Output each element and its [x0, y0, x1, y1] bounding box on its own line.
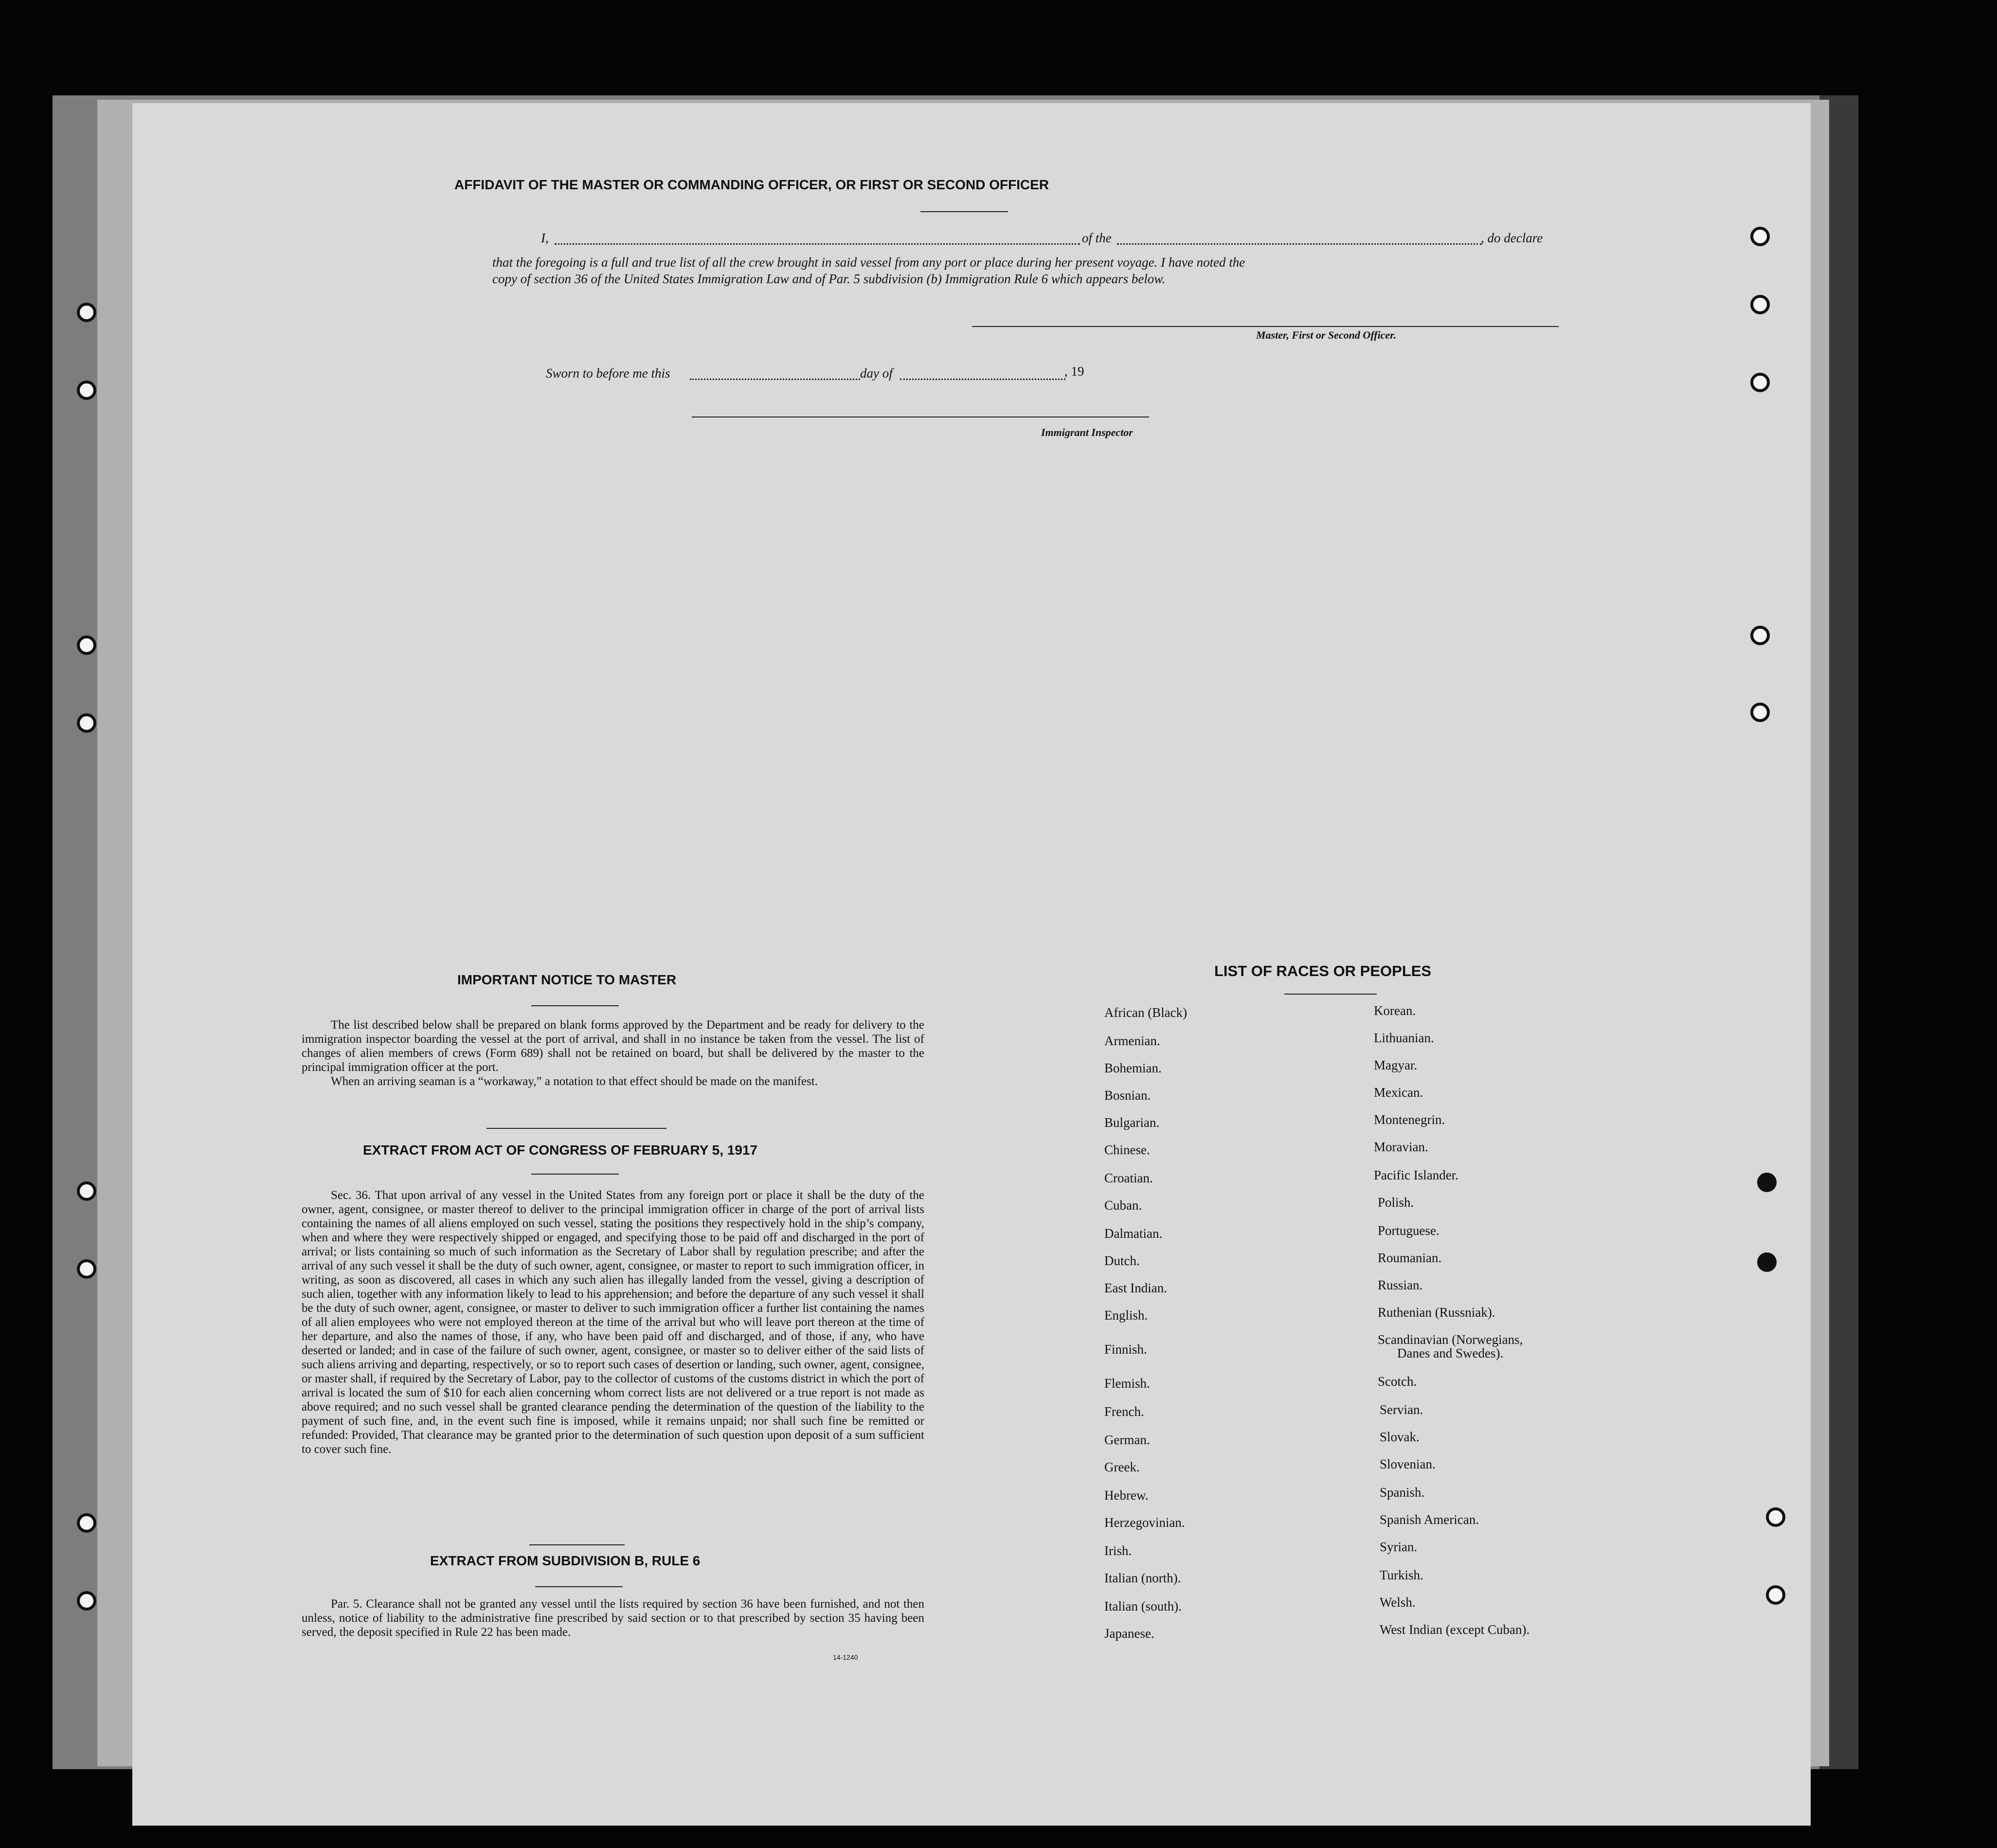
- race-item: Russian.: [1378, 1278, 1423, 1292]
- affidavit-title: AFFIDAVIT OF THE MASTER OR COMMANDING OFFICER, OR FIRST OR SECOND OFFICER: [454, 177, 1049, 192]
- race-item: Montenegrin.: [1374, 1112, 1445, 1127]
- race-item: East Indian.: [1104, 1281, 1167, 1295]
- vessel-prefix: of the: [1082, 231, 1112, 245]
- race-item: Turkish.: [1380, 1568, 1423, 1582]
- notice-title-rule: [531, 1005, 619, 1006]
- notice-text: [302, 1018, 924, 1088]
- binder-hole: [1750, 373, 1770, 392]
- extract-act-title: EXTRACT FROM ACT OF CONGRESS OF FEBRUARY 5, 1917: [363, 1142, 758, 1158]
- race-item: Ruthenian (Russniak).: [1378, 1305, 1495, 1320]
- race-item: Slovak.: [1380, 1430, 1420, 1444]
- binder-hole: [77, 1259, 96, 1279]
- sworn-prefix: Sworn to before me this: [546, 366, 670, 380]
- sworn-month-field[interactable]: [900, 379, 1065, 380]
- race-item: German.: [1104, 1432, 1150, 1447]
- form-number: 14-1240: [833, 1653, 858, 1661]
- race-item: Magyar.: [1374, 1058, 1418, 1072]
- race-item: Hebrew.: [1104, 1488, 1149, 1503]
- extract-rule-title: EXTRACT FROM SUBDIVISION B, RULE 6: [430, 1553, 701, 1568]
- race-item: Pacific Islander.: [1374, 1168, 1458, 1182]
- extract-act-text-block: [302, 1188, 924, 1456]
- races-title: LIST OF RACES OR PEOPLES: [1214, 962, 1432, 979]
- binder-hole: [1750, 626, 1770, 645]
- sworn-day-label: day of: [860, 366, 893, 380]
- race-item: Dalmatian.: [1104, 1226, 1163, 1241]
- race-item: Dutch.: [1104, 1253, 1140, 1268]
- sworn-day-field[interactable]: [690, 379, 860, 380]
- binder-hole: [1766, 1585, 1785, 1605]
- race-item: Herzegovinian.: [1104, 1515, 1185, 1530]
- race-item: Spanish.: [1380, 1485, 1425, 1500]
- binder-hole: [1757, 1173, 1777, 1192]
- section-divider-2: [529, 1544, 625, 1545]
- sworn-year-label: , 19: [1064, 364, 1084, 379]
- declare-suffix: , do declare: [1481, 231, 1543, 245]
- master-signature-line[interactable]: [972, 326, 1559, 327]
- binder-hole: [77, 303, 96, 322]
- race-item: Korean.: [1374, 1003, 1416, 1018]
- race-item: Spanish American.: [1380, 1512, 1479, 1527]
- race-item: Bulgarian.: [1104, 1115, 1160, 1130]
- race-item: Welsh.: [1380, 1595, 1416, 1610]
- binder-hole: [1750, 703, 1770, 722]
- declarant-name-field[interactable]: [555, 243, 1080, 245]
- affidavit-title-rule: [920, 211, 1008, 212]
- race-item: Italian (south).: [1104, 1599, 1182, 1613]
- race-item: Polish.: [1378, 1195, 1414, 1210]
- document-page: [132, 103, 1811, 1826]
- binder-hole: [1750, 227, 1770, 246]
- race-item: Chinese.: [1104, 1142, 1150, 1157]
- race-item: West Indian (except Cuban).: [1380, 1622, 1530, 1637]
- notice-paragraph-1: The list described below shall be prepared on blank forms approved by the Department and be ready for delivery to the immigration inspector boarding the vessel at the port of arrival, and shall in no instance be taken from the vessel. The list of changes of alien members of crews (Form 689) shall not be retained on board, but shall be delivered by the master to the principal immigration officer at the port.: [302, 1018, 924, 1074]
- notice-paragraph-2: When an arriving seaman is a “workaway,” a notation to that effect should be made on the manifest.: [331, 1075, 818, 1088]
- binder-hole: [77, 1181, 96, 1201]
- race-item: Scandinavian (Norwegians,: [1378, 1332, 1523, 1347]
- binder-hole: [77, 380, 96, 400]
- extract-rule-text: Par. 5. Clearance shall not be granted any vessel until the lists required by section 36 have been furnished, and not then unless, notice of liability to the administrative fine prescribed by said section or to that prescribed by section 35 having been served, the deposit specified in Rule 22 has been made.: [302, 1597, 924, 1639]
- affidavit-statement-line-1: that the foregoing is a full and true list of all the crew brought in said vessel from any port or place during her present voyage. I have noted the: [492, 255, 1245, 270]
- race-item: African (Black): [1104, 1005, 1187, 1020]
- declarant-prefix: I,: [541, 231, 549, 245]
- race-item: Irish.: [1104, 1543, 1132, 1558]
- race-item: Lithuanian.: [1374, 1031, 1434, 1045]
- race-item: Syrian.: [1380, 1540, 1418, 1554]
- extract-rule-title-rule: [535, 1586, 623, 1587]
- race-item: Croatian.: [1104, 1171, 1153, 1185]
- race-item: Japanese.: [1104, 1626, 1154, 1641]
- race-item: Finnish.: [1104, 1342, 1147, 1357]
- race-item: Danes and Swedes).: [1397, 1346, 1504, 1360]
- race-item: Greek.: [1104, 1460, 1140, 1474]
- affidavit-statement-line-2: copy of section 36 of the United States Immigration Law and of Par. 5 subdivision (b) Immigration Rule 6 which appears below.: [492, 272, 1166, 286]
- race-item: Flemish.: [1104, 1376, 1150, 1391]
- race-item: English.: [1104, 1308, 1148, 1323]
- race-item: Portuguese.: [1378, 1223, 1439, 1238]
- race-item: Armenian.: [1104, 1033, 1160, 1048]
- binder-hole: [1766, 1507, 1785, 1527]
- race-item: French.: [1104, 1404, 1144, 1419]
- race-item: Italian (north).: [1104, 1571, 1181, 1585]
- binder-hole: [77, 635, 96, 655]
- binder-hole: [77, 713, 96, 733]
- master-signature-label: Master, First or Second Officer.: [1256, 329, 1397, 341]
- races-title-rule: [1284, 994, 1377, 995]
- extract-act-text: Sec. 36. That upon arrival of any vessel in the United States from any foreign port or place it shall be the duty of the owner, agent, consignee, or master thereof to deliver to the principal immigration officer in charge of the port of arrival lists containing the names of all aliens employed on such vessel, stating the positions they respectively hold in the ship’s company, when and where they were respectively shipped or engaged, and specifying those to be paid off and discharged in the port of arrival; or lists containing so much of such information as the Secretary of Labor shall by regulation prescribe; and after the arrival of any such vessel it shall be the duty of such owner, agent, consignee, or master to report to such immigration officer, in writing, as soon as discovered, all cases in which any such alien has illegally landed from the vessel, giving a description of such alien, together with any information likely to lead to his apprehension; and before the departure of any such vessel it shall be the duty of such owner, agent, consignee, or master to deliver to such immigration officer a further list containing the names of all alien employees who were not employed thereon at the time of the arrival but who will leave port thereon at the time of her departure, and also the names of those, if any, who have been paid off and discharged, and of those, if any, who have deserted or landed; and in case of the failure of such owner, agent, consignee, or master so to deliver either of the said lists of such aliens arriving and departing, respectively, or so to report such cases of desertion or landing, such owner, agent, consignee, or master shall, if required by the Secretary of Labor, pay to the collector of customs of the customs district in which the port of arrival is located the sum of $10 for each alien concerning whom correct lists are not delivered or a true report is not made as above required; and no such vessel shall be granted clearance pending the determination of the question of the liability to the payment of such fine, and, in the event such fine is imposed, while it remains unpaid; nor shall such fine be remitted or refunded: Provided, That clearance may be granted prior to the determination of such question upon deposit of a sum sufficient to cover such fine.: [302, 1189, 924, 1456]
- notice-title: IMPORTANT NOTICE TO MASTER: [457, 972, 677, 987]
- race-item: Mexican.: [1374, 1085, 1423, 1100]
- race-item: Bosnian.: [1104, 1088, 1151, 1103]
- binder-hole: [1757, 1252, 1777, 1272]
- section-divider-1: [486, 1128, 666, 1129]
- inspector-label: Immigrant Inspector: [1041, 426, 1133, 438]
- vessel-name-field[interactable]: [1117, 243, 1482, 245]
- race-item: Roumanian.: [1378, 1250, 1442, 1265]
- race-item: Slovenian.: [1380, 1457, 1436, 1471]
- race-item: Servian.: [1380, 1402, 1423, 1417]
- race-item: Bohemian.: [1104, 1061, 1162, 1075]
- binder-hole: [77, 1591, 96, 1611]
- race-item: Cuban.: [1104, 1198, 1142, 1213]
- race-item: Scotch.: [1378, 1374, 1417, 1389]
- binder-hole: [1750, 295, 1770, 314]
- binder-hole: [77, 1513, 96, 1533]
- extract-rule-text-block: [302, 1597, 924, 1639]
- extract-act-title-rule: [531, 1174, 619, 1175]
- race-item: Moravian.: [1374, 1140, 1428, 1154]
